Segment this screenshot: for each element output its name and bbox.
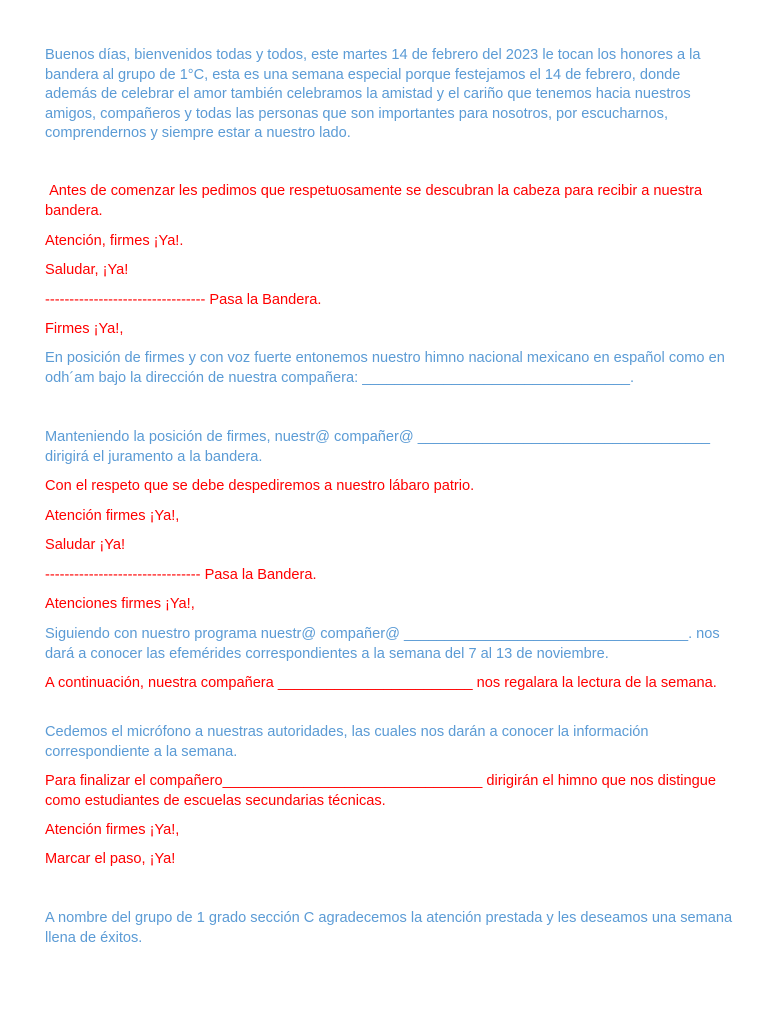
closing-hymn-paragraph: Para finalizar el compañero________________________________ dirigirán el himno que nos distingue como estudiantes de escuelas secundarias técnicas.: [45, 773, 721, 809]
command-salute-2: Saludar ¡Ya!: [45, 537, 126, 553]
command-attention: Atención, firmes ¡Ya!.: [45, 233, 184, 249]
command-attention-3: Atenciones firmes ¡Ya!,: [45, 596, 195, 612]
thanks-paragraph: A nombre del grupo de 1 grado sección C agradecemos la atención prestada y les deseamos una semana llena de éxitos.: [45, 910, 737, 946]
command-firm: Firmes ¡Ya!,: [45, 321, 124, 337]
anthem-paragraph: En posición de firmes y con voz fuerte entonemos nuestro himno nacional mexicano en español como en odh´am bajo la dirección de nuestra compañera: _________________________________.: [45, 350, 729, 386]
command-salute: Saludar, ¡Ya!: [45, 262, 129, 278]
reading-paragraph: A continuación, nuestra compañera ________________________ nos regalara la lectura de la semana.: [45, 675, 717, 691]
command-march: Marcar el paso, ¡Ya!: [45, 851, 176, 867]
farewell-flag-paragraph: Con el respeto que se debe despediremos a nuestro lábaro patrio.: [45, 478, 475, 494]
greeting-paragraph: Buenos días, bienvenidos todas y todos, este martes 14 de febrero del 2023 le tocan los honores a la bandera al grupo de 1°C, esta es una semana especial porque festejamos el 14 de febrero, donde además de celebrar el amor también celebramos la amistad y el cariño que tenemos hacia nuestros amigos, compañeros y todas las personas que son importantes para nosotros, por escucharnos, comprendernos y siempre estar a nuestro lado.: [45, 47, 705, 141]
flag-passes-line-2: -------------------------------- Pasa la Bandera.: [45, 567, 317, 583]
command-attention-2: Atención firmes ¡Ya!,: [45, 508, 180, 524]
flag-passes-line: --------------------------------- Pasa la Bandera.: [45, 292, 322, 308]
authorities-paragraph: Cedemos el micrófono a nuestras autoridades, las cuales nos darán a conocer la información correspondiente a la semana.: [45, 724, 653, 760]
oath-paragraph: Manteniendo la posición de firmes, nuestr@ compañer@ ____________________________________ dirigirá el juramento a la bandera.: [45, 429, 715, 465]
ephemeris-paragraph: Siguiendo con nuestro programa nuestr@ compañer@ ___________________________________. nos dará a conocer las efemérides correspondientes a la semana del 7 al 13 de noviembre.: [45, 626, 724, 662]
instruction-uncover-heads: Antes de comenzar les pedimos que respetuosamente se descubran la cabeza para recibir a nuestra bandera.: [45, 183, 707, 219]
command-attention-4: Atención firmes ¡Ya!,: [45, 822, 180, 838]
